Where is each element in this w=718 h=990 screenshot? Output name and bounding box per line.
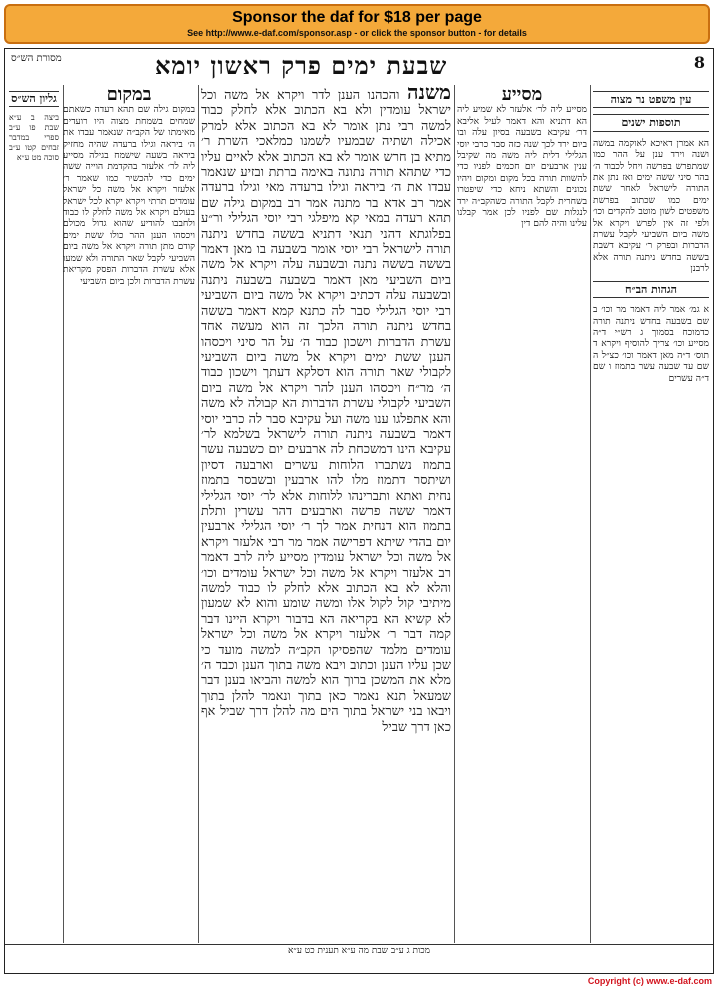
column-divider [454,85,455,943]
gemara-mishna-heading: משנה [406,85,451,104]
tosafot-text: מסייע ליה לר׳ אלעזר לא שמיע ליה הא דתניא והא דאמר לעיל אליבא דר׳ עקיבא בשבעה בסיון עלה ובו ביום ירד לכך שנה כזה סבר כרבי יוסי הגלילי דלית ליה משה מה שקיבל ענין ארבעים יום חכמים לפניו כדי להשוות תורה בכל מקום ומקום ויהיו נכונים והשתא ניחא כדי שיפטרו בשחרית לקבל התורה כשהקב״ה ירד לנגלות שם לפניו לכן אמר קבלנו עלינו והיה להם דין [457,104,587,230]
gemara-column [201,85,451,943]
talmud-page [4,48,714,974]
page-header-title: שבעת ימים פרק ראשון יומא [155,51,448,80]
tosafot-dibur-head: מסייע [501,85,543,105]
masoret-hashas-heading: מסורת הש״ס [11,53,62,64]
hagahot-habach-text: א גמ׳ אמר ליה דאמר מר וכו׳ ב שם בשבעה בחדש ניתנה תורה כדמוכח בסמוך ג רש״י ד״ה מסייע וכו׳ צריך להוסיף ויקרא ד תוס׳ ד״ה מאן דאמר וכו׳ כצ״ל ה שם עד שבעה עשר בתמוז ו שם ד״ה עשרים [593,304,709,384]
page-number: 8 [693,53,705,72]
page-footer [5,944,713,973]
rashi-dibur-head: במקום [106,85,152,105]
masoret-hashas-column [9,85,59,943]
hagahot-habach-heading: הגהות הב״ח [593,281,709,298]
page-header [5,49,713,85]
ein-mishpat-column [593,85,709,943]
masoret-hashas-text: ביצה ב ע״א שבת פו ע״ב ספרי במדבר זבחים קטו ע״ב סוכה מט ע״א [9,113,59,162]
tosafot-yeshanim-heading: תוספות ישנים [593,114,709,131]
column-divider [590,85,591,943]
tosafot-yeshanim-text: הא אמרן דאיכא לאוקמה במשה ושנה וירד ענן על ההר כמו שמתפרש בפרשה ויחל לכבוד ה׳ בהר סיני ששה ימים ואז נתן את התורה לישראל לאחר ששת ימים כמו שכתוב בפרשת משפטים לשון מוטב להקדים וכו׳ ולפי זה אין לפרש ויקרא אל משה ביום השביעי לקבל עשרת הדברות ובפרק ר׳ עקיבא דשבת בששה בחדש ניתנה תורה אלא לרבנן [593,137,709,275]
copyright-notice[interactable]: Copyright (c) www.e-daf.com [587,976,712,986]
sponsor-banner[interactable] [4,4,710,44]
rashi-text: במקום גילה שם תהא רעדה כשאתם שמחים בשמחת מצוה היו רועדים מאימתו של הקב״ה שנאמר עבדו את ה׳ ביראה וגילו ברעדה שהיה מחזיק ביראה בשעה שישמח בגילה מסייע ליה לר׳ אלעזר בהקדמת הוייה ששה ימים כדי להכשיר כמו שאמר ר׳ אלעזר ויקרא אל משה כל ישראל עומדים תרתי ויקרא יקרא לכל ישראל בעולם ויקרא אל משה לחלק לו כבוד ולחבבו להודיע שהוא גדול מכולם ויכסהו הענן ההר כולו ששת ימים קודם מתן תורה ויקרא אל משה ביום השביעי לקבל שאר התורה ולא שמעו אלא עשרת הדברות הפסק מקריאת עשרת הדברות ולכן ביום השביעי [63,104,195,287]
column-divider [198,85,199,943]
sponsor-subtitle[interactable]: See http://www.e-daf.com/sponsor.asp - or click the sponsor button - for details [187,28,527,38]
footer-text: מכות ג ע״ב שבת מה ע״א תענית כט ע״א [288,946,430,956]
gemara-text: והכהנו הענן לדר ויקרא אל משה וכל ישראל עומדין ולא בא הכתוב אלא לחלק כבוד למשה רבי נתן אומר לא בא הכתוב אלא למרק אכילה ושתיה שבמעיו לשמנו כמלאכי השרת ר׳ מתיא בן חרש אומר לא בא הכתוב אלא לאיים עליו כדי שתהא תורה נתונה באימה ברתת ובזיע שנאמר עבדו את ה׳ ביראה וגילו ברעדה מאי וגילו ברעדה אמר רב אדא בר מתנה אמר רב במקום גילה שם תהא רעדה במאי קא מיפלגי רבי יוסי הגלילי ור״ע בפלוגתא דהני תנאי דתניא בששה בחדש ניתנה תורה לישראל רבי יוסי אומר בשבעה בו מאן דאמר בששה בששה נתנה ובשבעה עלה ויקרא אל משה ביום השביעי מאן דאמר בשבעה בשבעה ניתנה ובשבעה עלה דכתיב ויקרא אל משה ביום השביעי רבי יוסי הגלילי סבר לה כתנא קמא דאמר בששה בחדש ניתנה תורה הלכך זה הוא מעשה אחד עשרת הדברות וישכון כבוד ה׳ על הר סיני ויכסהו הענן ששת ימים ויקרא אל משה ביום השביעי לקבולי שאר תורה הוא דסלקא דעתך וישכון כבוד ה׳ מר״ח ויכסהו הענן להר ויקרא אל משה ביום השביעי לקבולי עשרת הדברות הא קבולה לא משה והא אתפלגו ענו משה ועל עקיבא סבר לה כרבי יוסי דאמר בשבעה ניתנה תורה לישראל בשלמא לר׳ עקיבא הינו דמשכחת לה ארבעים יום כשבעה עשר בתמוז נשתברו הלוחות עשרים וארבעה דסיון ושיתסר דתמוז מלו להו ארבעין ובשבסר בתמוז נחית ואתא ותברינהו ללוחות אלא לר׳ יוסי הגלילי דאמר ששה פרשה וארבעים דהר עשרין ותלת בתמוז הוא דנחית אמר לך ר׳ יוסי הגלילי ארבעין יום בהדי שיתא דפרישה אמר מר רבי אלעזר ויקרא אל משה וכל ישראל עומדין מסייע ליה לרב דאמר רב אלעזר ויקרא אל משה וכל ישראל עומדים וכו׳ והלא לא בא הכתוב אלא לחלק לו כבוד למשה מיתיבי קול לקול אלו ומשה שומע והוא לא שמעון לא קשיא הא בקריאה הא בדבור ויקרא היינו דבר קמה דבר ר׳ אלעזר ויקרא אל משה וכל ישראל עומדים מלמד שהפסיקו הקב״ה למשה מועד כי שכן עליו הענן וכתוב ויבא משה בתוך הענן וכבד ה׳ מלא את המשכן ברוך הוא למשה והביאו בענן דבר שמעאל תנא נאמר כאן בתוך ונאמר להלן בתוך ויבאו בני ישראל בתוך הים מה להלן דרך שביל אף כאן דרך שביל [201,88,451,735]
rashi-column [63,85,195,943]
sponsor-title[interactable]: Sponsor the daf for $18 per page [232,9,482,26]
ein-mishpat-heading: עין משפט נר מצוה [593,91,709,108]
gilyon-hashas-heading: גליון הש״ס [9,91,59,107]
tosafot-column [457,85,587,943]
